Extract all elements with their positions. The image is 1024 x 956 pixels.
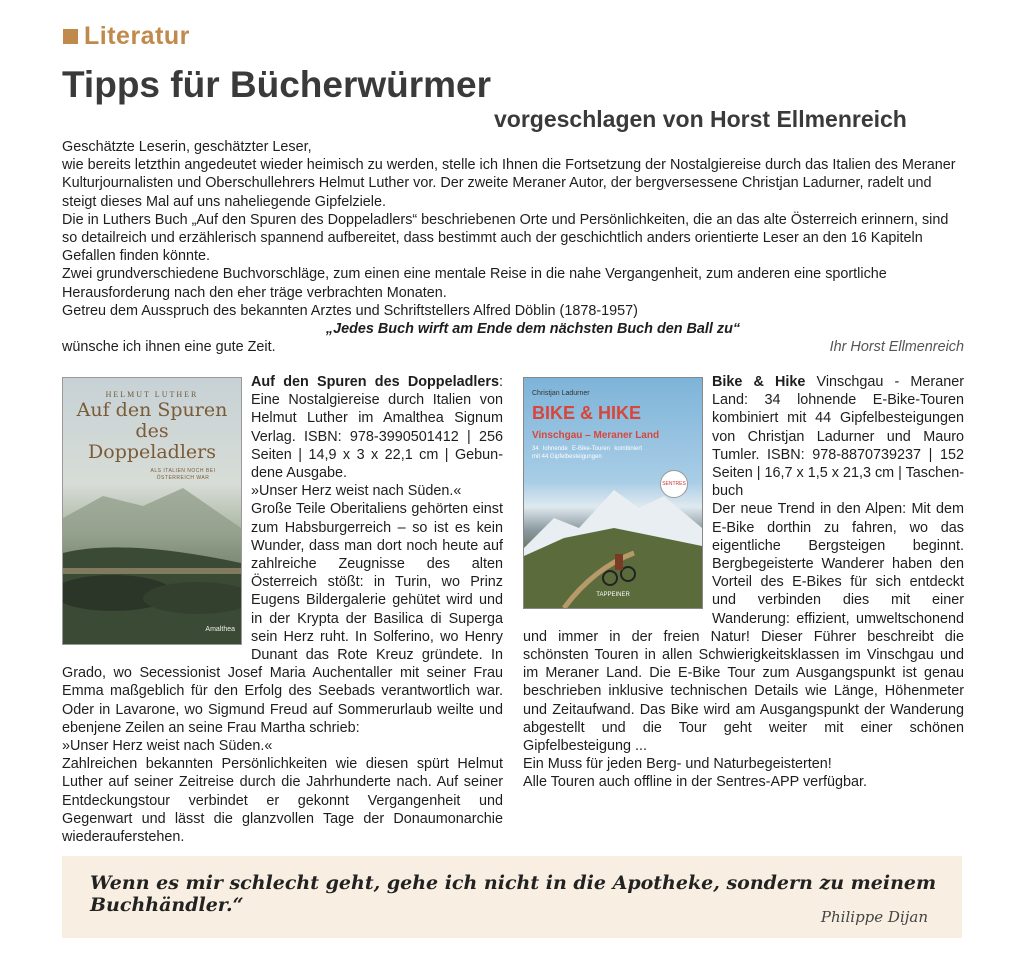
book1-cover-publisher: Amalthea: [205, 625, 235, 633]
book1-text: Große Teile Oberitaliens gehörten einst zum Habsburgerreich – so ist es kein Wunder, dass man dort noch heute auf zahlreiche Zeugnisse des alten Österreich stößt: in Turin, wo Prinz Eugens Bildergalerie gehütet wird und in der Krypta der Basilica di Superga sein Herz ruht. In Solferino, wo Henry Dunant das Rote Kreuz gründete. In Grado, wo Secessionist Josef Maria Auchentaller mit seiner Frau Emma maßgeblich für den Erfolg des Seebads verantwortlich war. Oder in Lavarone, wo Sigmund Freud auf Sommerurlaub weilte und ebenjene Zeilen an seine Frau Martha schrieb:: [62, 501, 503, 736]
intro-quote: „Jedes Buch wirft am Ende dem nächsten Buch den Ball zu“: [325, 321, 741, 338]
section-title: Literatur: [84, 22, 190, 50]
intro-paragraph: Getreu dem Ausspruch des bekannten Arztes und Schriftstellers Alfred Döblin (1878-1957): [62, 302, 638, 319]
book1-review: [62, 373, 503, 846]
page-subtitle: vorgeschlagen von Horst Ellmenreich: [494, 106, 907, 132]
section-label: [63, 22, 190, 51]
footer-quote-text: Wenn es mir schlecht geht, gehe ich nicht in die Apotheke, sondern zu meinem Buchhändler.“: [90, 872, 937, 916]
book2-line: Alle Touren auch offline in der Sentres-APP verfügbar.: [523, 774, 867, 791]
intro-paragraph: Zwei grundverschiedene Buchvorschläge, zum einen eine mentale Reise in die nahe Vergangenheit, zum anderen eine sportliche Herausforderung nach den eher träge verbrachten Monaten.: [62, 266, 887, 301]
book1-cover-title: Auf den Spuren des Doppeladlers: [76, 399, 228, 463]
book2-details-text: Vinschgau - Meraner Land: 34 lohnende E-Bike-Touren kombiniert mit 44 Gipfelbesteigungen von Christjan Ladurner und Mauro Tumler. ISBN: 978-8870739237 | 152 Seiten | 16,7 x 1,5 x 21,3 cm | Taschenbuch: [712, 374, 964, 500]
intro-text: [62, 138, 964, 356]
intro-signature: Ihr Horst Ellmenreich: [829, 339, 964, 356]
book2-cover-badge: SENTRES: [660, 470, 688, 498]
book1-cover-author: HELMUT LUTHER: [105, 390, 199, 399]
book2-title: Bike & Hike: [712, 374, 806, 390]
book2-line: Ein Muss für jeden Berg- und Naturbegeisterten!: [523, 756, 832, 773]
book1-cover-image: [62, 377, 242, 645]
book1-cover-subtitle: ALS ITALIEN NOCH BEI ÖSTERREICH WAR: [150, 468, 216, 481]
intro-closing: wünsche ich ihnen eine gute Zeit.: [62, 339, 276, 356]
footer-quote-author: Philippe Dijan: [820, 908, 928, 926]
book1-details-text: : Eine Nostalgiereise durch Italien von Helmut Luther im Amalthea Signum Verlag. ISBN: 978-3990501412 | 256 Seiten | 14,9 x 3 x 22,1 cm | Gebundene Ausgabe.: [251, 374, 503, 482]
book1-motto: »Unser Herz weist nach Süden.«: [251, 483, 462, 500]
book2-cover-image: [523, 377, 703, 609]
page-title: Tipps für Bücherwürmer: [62, 64, 492, 105]
book2-review: [523, 373, 964, 792]
book2-cover-publisher: TAPPEINER: [596, 591, 630, 598]
book1-text: Zahlreichen bekannten Persönlichkeiten wie diesen spürt Helmut Luther auf seiner Zeitreise durch die Jahrhunderte nach. Auf seiner Entdeckungstour verbindet er gekonnt Vergangenheit und Gegenwart und lässt die glanzvollen Tage der Donaumonarchie wiederauferstehen.: [62, 756, 503, 846]
footer-quote-box: [62, 856, 962, 938]
intro-paragraph: wie bereits letzthin angedeutet wieder heimisch zu werden, stelle ich Ihnen die Fortsetzung der Nostalgiereise durch das Italien des Meraner Kulturjournalisten und Oberschullehrers Helmut Luther vor. Der zweite Meraner Autor, der bergversessene Christjan Ladurner, radelt und steigt dieses Mal auf uns naheliegende Gipfelziele.: [62, 157, 956, 210]
intro-paragraph: Die in Luthers Buch „Auf den Spuren des Doppeladlers“ beschriebenen Orte und Persönlichkeiten, die an das alte Österreich erinnern, sind so detailreich und erzählerisch spannend aufbereitet, dass bestimmt auch der geschichtlich anders orientierte Leser an den 16 Kapiteln Gefallen finden könnte.: [62, 211, 949, 265]
book2-text: Der neue Trend in den Alpen: Mit dem E-Bike dorthin zu fahren, wo das eigentliche Bergsteigen beginnt. Bergbegeisterte Wanderer haben den Vorteil des E-Bikes für sich entdeckt und verbinden dies mit einer Wanderung: effizient, umweltschonend und immer in der freien Natur! Dieser Führer beschreibt die schönsten Touren in allen Schwierigkeitsklassen im Vinschgau und im Meraner Land. Die E-Bike Tour zum Ausgangspunkt ist genau beschrieben inklusive technischen Details wie Länge, Höhenmeter und Zeitaufwand. Das Bike wird am Ausgangspunkt der Wanderung abgestellt und die Tour geht weiter mit einer schönen Gipfelbesteigung ...: [523, 501, 964, 755]
book2-cover-tagline: 34 lohnende E-Bike-Touren kombiniert mit 44 Gipfelbesteigungen: [532, 446, 642, 460]
section-square-icon: [63, 29, 78, 44]
intro-greeting: Geschätzte Leserin, geschätzter Leser,: [62, 139, 312, 155]
book1-title: Auf den Spuren des Doppeladlers: [251, 374, 499, 390]
book2-cover-author: Christjan Ladurner: [532, 390, 590, 397]
book2-cover-subtitle: Vinschgau – Meraner Land: [532, 430, 660, 441]
book2-cover-title: BIKE & HIKE: [532, 403, 642, 423]
book1-motto: »Unser Herz weist nach Süden.«: [62, 738, 273, 755]
intro-closing-row: [62, 338, 964, 356]
